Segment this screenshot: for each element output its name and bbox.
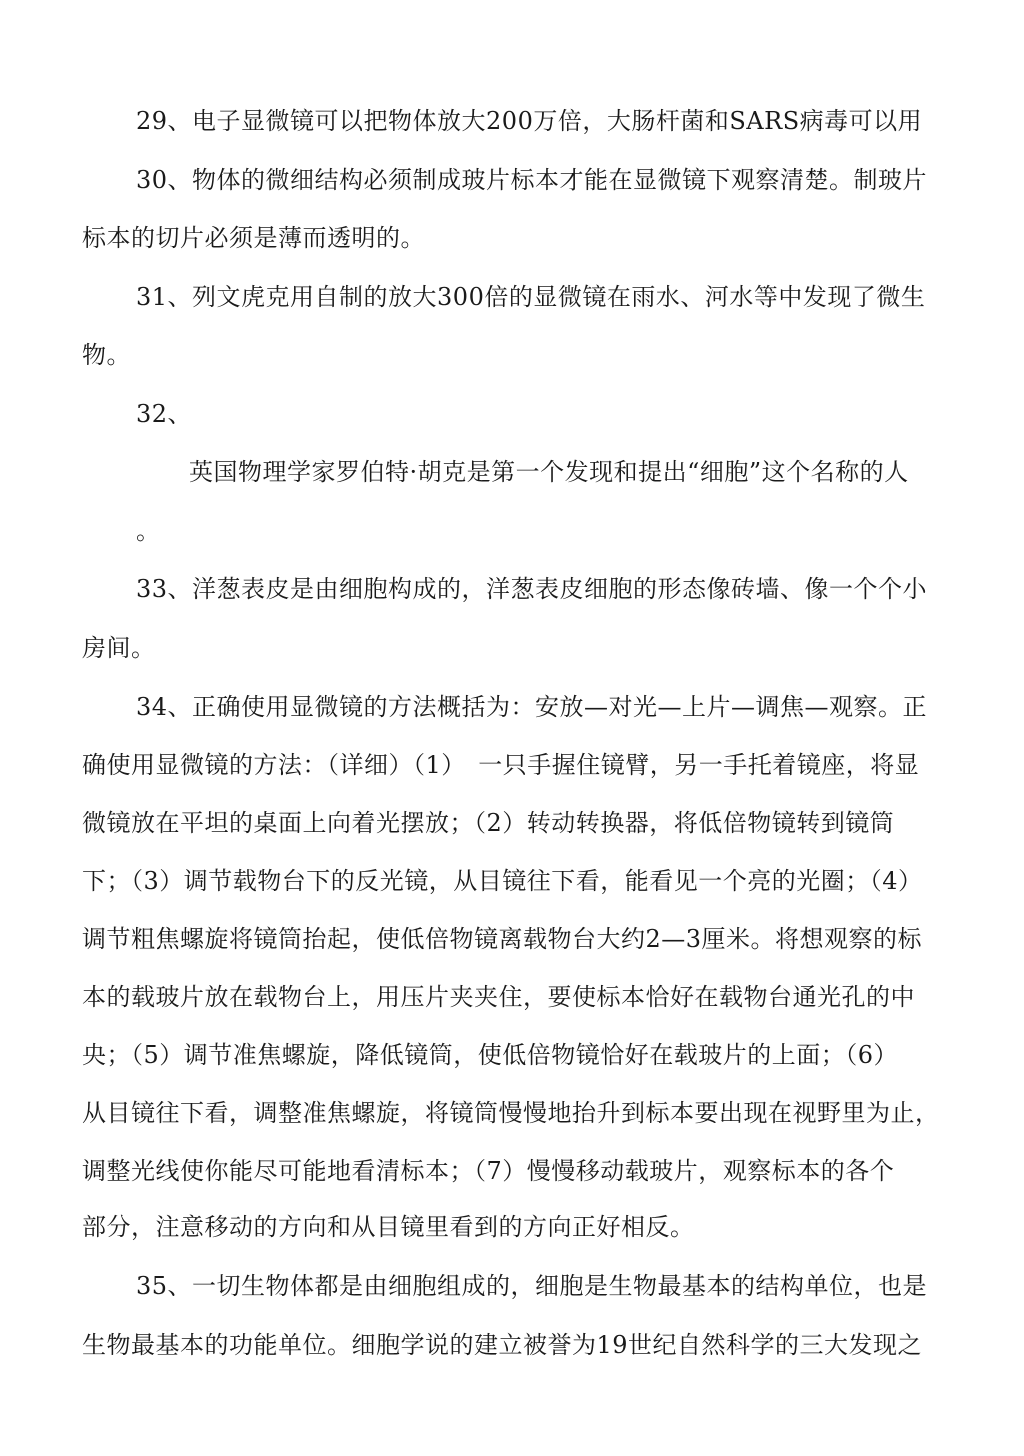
text-line-34j: 部分，注意移动的方向和从目镜里看到的方向正好相反。 bbox=[82, 1213, 695, 1241]
text-line-31b: 物。 bbox=[82, 341, 131, 369]
text-line-30b: 标本的切片必须是薄而透明的。 bbox=[82, 224, 425, 252]
text-line-31a: 31、列文虎克用自制的放大300倍的显微镜在雨水、河水等中发现了微生 bbox=[136, 283, 926, 311]
text-line-34a: 34、正确使用显微镜的方法概括为：安放—对光—上片—调焦—观察。正 bbox=[136, 693, 928, 721]
text-line-35a: 35、一切生物体都是由细胞组成的，细胞是生物最基本的结构单位，也是 bbox=[136, 1272, 928, 1300]
text-line-33a: 33、洋葱表皮是由细胞构成的，洋葱表皮细胞的形态像砖墙、像一个个小 bbox=[136, 575, 928, 603]
text-line-29: 29、电子显微镜可以把物体放大200万倍，大肠杆菌和SARS病毒可以用 bbox=[136, 107, 923, 135]
text-line-34c: 微镜放在平坦的桌面上向着光摆放；（2）转动转换器，将低倍物镜转到镜筒 bbox=[82, 809, 895, 837]
text-line-33b: 房间。 bbox=[82, 634, 156, 662]
text-line-35b: 生物最基本的功能单位。细胞学说的建立被誉为19世纪自然科学的三大发现之 bbox=[82, 1331, 923, 1359]
text-line-32-body: 英国物理学家罗伯特·胡克是第一个发现和提出“细胞”这个名称的人 bbox=[189, 458, 909, 486]
text-line-34i: 调整光线使你能尽可能地看清标本；（7）慢慢移动载玻片，观察标本的各个 bbox=[82, 1157, 895, 1185]
text-line-30a: 30、物体的微细结构必须制成玻片标本才能在显微镜下观察清楚。制玻片 bbox=[136, 166, 928, 194]
text-line-34h: 从目镜往下看，调整准焦螺旋，将镜筒慢慢地抬升到标本要出现在视野里为止， bbox=[82, 1099, 940, 1127]
text-line-34b: 确使用显微镜的方法：（详细）（1） 一只手握住镜臂，另一手托着镜座，将显 bbox=[82, 751, 920, 779]
text-line-32-number: 32、 bbox=[136, 400, 193, 428]
text-line-34d: 下；（3）调节载物台下的反光镜，从目镜往下看，能看见一个亮的光圈；（4） bbox=[82, 867, 923, 895]
text-line-34f: 本的载玻片放在载物台上，用压片夹夹住，要使标本恰好在载物台通光孔的中 bbox=[82, 983, 915, 1011]
text-line-32-end: 。 bbox=[136, 517, 161, 545]
text-line-34g: 央；（5）调节准焦螺旋，降低镜筒，使低倍物镜恰好在载玻片的上面；（6） bbox=[82, 1041, 899, 1069]
text-line-34e: 调节粗焦螺旋将镜筒抬起，使低倍物镜离载物台大约2—3厘米。将想观察的标 bbox=[82, 925, 923, 953]
